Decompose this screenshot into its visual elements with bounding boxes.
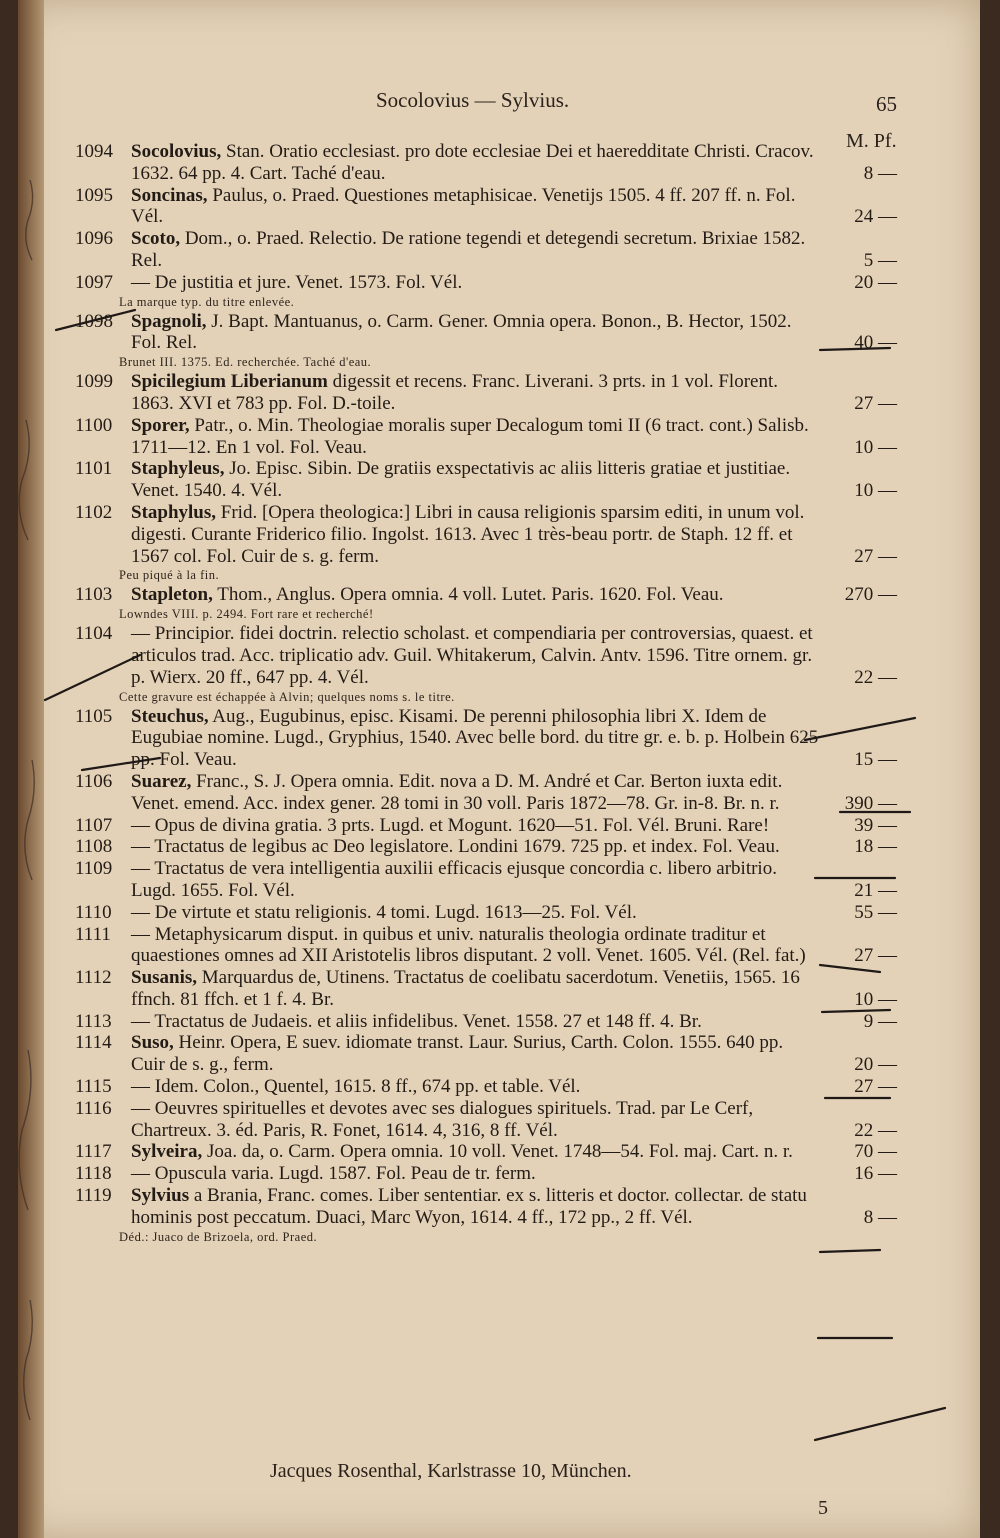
entry-description: Frid. [Opera theologica:] Libri in causa religionis sparsim editi, in unum vol. digesti. Curante Friderico filio. Ingolst. 1613. Avec 1 très-beau portr. de Staph. 12 ff. et 1567 col. Fol. Cuir de s. g. ferm. [131, 501, 805, 567]
entry-description: — Principior. fidei doctrin. relectio scholast. et compendiaria per controversias, quaest. et articulos trad. Acc. triplicatio adv. Guil. Whitakerum, Calvin. Antv. 1596. Titre ornem. gr. p. Wierx. 20 ff., 647 pp. 4. Vél. [131, 623, 813, 688]
catalogue-entry [75, 1098, 905, 1142]
entry-number: 1099 [75, 371, 113, 393]
catalogue-entry [75, 623, 905, 688]
entry-price: 270 — [844, 584, 897, 606]
entry-description: — Tractatus de Judaeis. et aliis infidelibus. Venet. 1558. 27 et 148 ff. 4. Br. [131, 1010, 702, 1032]
entry-number: 1105 [75, 705, 113, 727]
catalogue-entry [75, 458, 905, 502]
entry-description: Aug., Eugubinus, episc. Kisami. De perenni philosophia libri X. Idem de Eugubiae nomine. Lugd., Gryphius, 1540. Avec belle bord. du titre gr. e. b. p. Holbein 625 pp. Fol. Veau. [131, 705, 819, 771]
entry-author: Spagnoli, [131, 310, 207, 332]
entry-number: 1102 [75, 501, 113, 523]
entry-number: 1108 [75, 836, 113, 858]
entry-note: Lowndes VIII. p. 2494. Fort rare et recherché! [119, 607, 374, 622]
entry-description: Dom., o. Praed. Relectio. De ratione tegendi et detegendi secretum. Brixiae 1582. Rel. [131, 228, 806, 271]
entry-price: 21 — [854, 879, 897, 901]
entry-description: — Tractatus de legibus ac Deo legislatore. Londini 1679. 725 pp. et index. Fol. Veau. [131, 836, 780, 858]
entry-price: 27 — [854, 945, 897, 967]
catalogue-entry [75, 141, 905, 185]
entry-author: Stapleton, [131, 584, 213, 606]
entry-description: — Tractatus de vera intelligentia auxilii efficacis ejusque concordia c. libero arbitrio. Lugd. 1655. Fol. Vél. [131, 858, 777, 901]
catalogue-entry [75, 858, 905, 902]
entry-number: 1113 [75, 1010, 112, 1032]
entry-description: — De virtute et statu religionis. 4 tomi. Lugd. 1613—25. Fol. Vél. [131, 901, 637, 923]
catalogue-entry [75, 924, 905, 968]
entry-number: 1096 [75, 228, 113, 250]
entry-description: — Oeuvres spirituelles et devotes avec ses dialogues spirituels. Trad. par Le Cerf, Chartreux. 3. éd. Paris, R. Fonet, 1614. 4, 316, 8 ff. Vél. [131, 1097, 754, 1141]
entry-description: Thom., Anglus. Opera omnia. 4 voll. Lutet. Paris. 1620. Fol. Veau. [212, 584, 724, 606]
catalogue-entry [75, 815, 905, 837]
catalogue-entry [75, 771, 905, 815]
entry-author: Suarez, [131, 770, 192, 792]
entry-number: 1117 [75, 1141, 112, 1163]
entry-author: Sylvius [131, 1185, 190, 1207]
entry-number: 1095 [75, 184, 113, 206]
entry-description: — Opus de divina gratia. 3 prts. Lugd. et Mogunt. 1620—51. Fol. Vél. Bruni. Rare! [131, 814, 770, 836]
entry-number: 1098 [75, 310, 113, 332]
entry-number: 1103 [75, 584, 113, 606]
entry-number: 1097 [75, 271, 113, 293]
entry-price: 20 — [854, 271, 897, 293]
entry-price: 70 — [854, 1141, 897, 1163]
catalogue-entry [75, 185, 905, 229]
entry-price: 40 — [854, 332, 897, 354]
entry-price: 8 — [863, 1206, 897, 1228]
entry-price: 27 — [854, 392, 897, 414]
catalogue-entry [75, 371, 905, 415]
entry-description: Franc., S. J. Opera omnia. Edit. nova a D. M. André et Car. Berton iuxta edit. Venet. emend. Acc. index gener. 28 tomi in 30 voll. Paris 1872—78. Gr. in-8. Br. n. r. [131, 770, 783, 814]
catalogue-entry [75, 1076, 905, 1098]
running-head: Socolovius — Sylvius. [376, 88, 570, 112]
entry-number: 1118 [75, 1163, 112, 1185]
entry-author: Socolovius, [131, 141, 222, 162]
catalogue-entry [75, 1011, 905, 1033]
entry-description: digessit et recens. Franc. Liverani. 3 prts. in 1 vol. Florent. 1863. XVI et 783 pp. Fol. D.-toile. [131, 371, 778, 414]
entry-price: 8 — [863, 162, 897, 184]
catalogue-entry [75, 967, 905, 1011]
entry-number: 1115 [75, 1076, 112, 1098]
entry-description: — Metaphysicarum disput. in quibus et univ. naturalis theologia ordinate traditur et quaestiones omnes ad XII Aristotelis libros disputant. 2 voll. Venet. 1605. Vél. (Rel. fat.) [131, 923, 806, 967]
catalogue-entry [75, 706, 905, 771]
entry-note: Cette gravure est échappée à Alvin; quelques noms s. le titre. [119, 689, 455, 704]
entry-price: 22 — [854, 1119, 897, 1141]
book-spine [18, 0, 44, 1538]
entry-price: 10 — [854, 988, 897, 1010]
entry-author: Suso, [131, 1032, 174, 1054]
entry-author: Susanis, [131, 967, 198, 989]
entry-price: 16 — [854, 1163, 897, 1185]
entry-number: 1104 [75, 623, 113, 645]
entry-price: 10 — [854, 480, 897, 502]
entry-number: 1101 [75, 458, 113, 480]
entry-description: Joa. da, o. Carm. Opera omnia. 10 voll. Venet. 1748—54. Fol. maj. Cart. n. r. [202, 1141, 793, 1163]
entry-description: Jo. Episc. Sibin. De gratiis exspectativis ac aliis litteris gratiae et justitiae. Venet. 1540. 4. Vél. [131, 458, 791, 502]
entry-description: a Brania, Franc. comes. Liber sententiar. ex s. litteris et doctor. collectar. de statu hominis post peccatum. Duaci, Marc Wyon, 1614. 4 ff., 172 pp., 2 ff. Vél. [131, 1185, 807, 1228]
entry-description: Paulus, o. Praed. Questiones metaphisicae. Venetijs 1505. 4 ff. 207 ff. n. Fol. Vél. [131, 184, 796, 228]
entry-author: Soncinas, [131, 184, 208, 206]
catalogue-entry [75, 1032, 905, 1076]
entry-number: 1119 [75, 1185, 112, 1207]
entry-price: 390 — [844, 792, 897, 814]
page-number: 65 [876, 92, 897, 116]
catalogue-entry [75, 1141, 905, 1163]
entry-number: 1114 [75, 1032, 112, 1054]
catalogue-entry [75, 272, 905, 294]
catalogue-entry [75, 584, 905, 606]
entry-number: 1110 [75, 901, 112, 923]
publisher-footer: Jacques Rosenthal, Karlstrasse 10, München. [270, 1460, 632, 1482]
signature-mark: 5 [818, 1497, 828, 1519]
entry-number: 1111 [75, 923, 111, 945]
entry-author: Steuchus, [131, 705, 209, 727]
entry-author: Spicilegium Liberianum [131, 371, 328, 393]
entry-description: Stan. Oratio ecclesiast. pro dote ecclesiae Dei et haeredditate Christi. Cracov. 1632. 64 pp. 4. Cart. Taché d'eau. [131, 141, 814, 184]
entry-price: 10 — [854, 436, 897, 458]
entry-price: 15 — [854, 749, 897, 771]
entry-price: 5 — [863, 249, 897, 271]
catalogue-entry [75, 311, 905, 355]
entry-description: Patr., o. Min. Theologiae moralis super Decalogum tomi II (6 tract. cont.) Salisb. 1711—12. En 1 vol. Fol. Veau. [131, 414, 809, 458]
catalogue-entry [75, 1163, 905, 1185]
entry-price: 22 — [854, 666, 897, 688]
entry-description: Heinr. Opera, E suev. idiomate transt. Laur. Surius, Carth. Colon. 1555. 640 pp. Cuir de s. g., ferm. [131, 1032, 784, 1076]
entry-number: 1112 [75, 967, 112, 989]
entry-note: Brunet III. 1375. Ed. recherchée. Taché d'eau. [119, 355, 372, 370]
entry-author: Staphylus, [131, 501, 217, 523]
entry-description: — De justitia et jure. Venet. 1573. Fol. Vél. [131, 271, 463, 293]
catalogue-entry [75, 502, 905, 567]
entry-number: 1100 [75, 414, 113, 436]
entry-description: — Idem. Colon., Quentel, 1615. 8 ff., 674 pp. et table. Vél. [131, 1076, 581, 1098]
catalogue-entry [75, 902, 905, 924]
entry-price: 24 — [854, 206, 897, 228]
entry-number: 1094 [75, 141, 113, 162]
catalogue-entry [75, 836, 905, 858]
entry-author: Scoto, [131, 228, 181, 250]
entry-price: 18 — [854, 836, 897, 858]
entry-description: — Opuscula varia. Lugd. 1587. Fol. Peau de tr. ferm. [131, 1163, 536, 1185]
entry-description: Marquardus de, Utinens. Tractatus de coelibatu sacerdotum. Venetiis, 1565. 16 ffnch. 81 ffch. et 1 f. 4. Br. [131, 967, 800, 1010]
entry-number: 1109 [75, 858, 113, 880]
entry-author: Sporer, [131, 414, 190, 436]
entry-note: Peu piqué à la fin. [119, 568, 220, 583]
catalogue-entry [75, 228, 905, 272]
price-column-heading: M. Pf. [846, 130, 897, 152]
entry-price: 9 — [863, 1010, 897, 1032]
entry-author: Staphyleus, [131, 458, 225, 480]
entry-price: 27 — [854, 1076, 897, 1098]
entry-note: Déd.: Juaco de Brizoela, ord. Praed. [119, 1229, 318, 1244]
entry-number: 1116 [75, 1097, 112, 1119]
catalogue-entry [75, 1185, 905, 1229]
entry-price: 20 — [854, 1054, 897, 1076]
entry-author: Sylveira, [131, 1141, 203, 1163]
entry-price: 27 — [854, 545, 897, 567]
entry-price: 55 — [854, 901, 897, 923]
entry-number: 1106 [75, 770, 113, 792]
entry-description: J. Bapt. Mantuanus, o. Carm. Gener. Omnia opera. Bonon., B. Hector, 1502. Fol. Rel. [131, 310, 792, 354]
catalogue-entries [75, 141, 905, 1246]
catalogue-entry [75, 415, 905, 459]
entry-number: 1107 [75, 814, 113, 836]
entry-note: La marque typ. du titre enlevée. [119, 294, 295, 309]
entry-price: 39 — [854, 814, 897, 836]
